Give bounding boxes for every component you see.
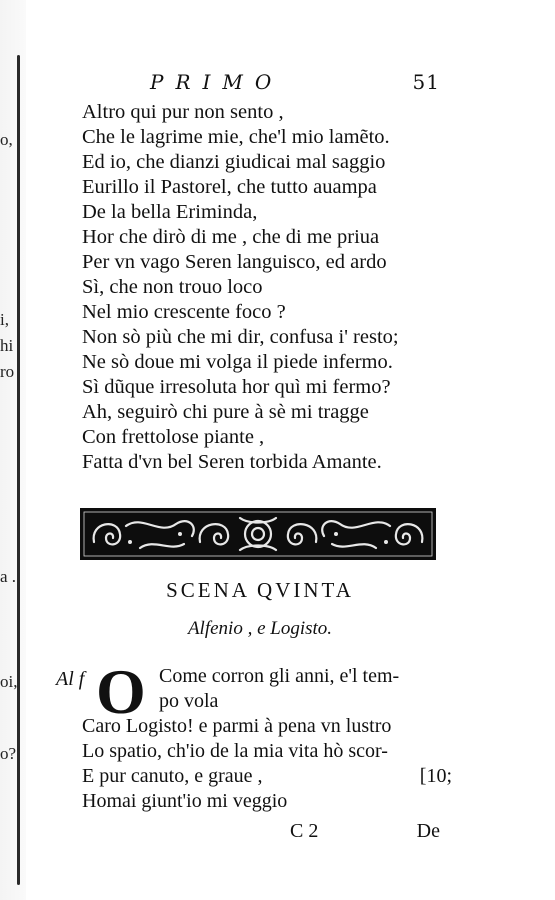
- dialogue-line: [82, 764, 452, 789]
- dialogue-line: Come corron gli anni, e'l tem-: [159, 665, 400, 687]
- verse-line: Per vn vago Seren languisco, ed ardo: [82, 251, 387, 273]
- signature-mark: C 2: [290, 820, 319, 842]
- catchline: [290, 820, 440, 846]
- drop-capital: O: [96, 656, 146, 727]
- line-number: [10;: [419, 765, 452, 787]
- running-head-title: PRIMO: [150, 70, 284, 94]
- dialogue-line: Lo spatio, ch'io de la mia vita hò scor-: [82, 740, 388, 762]
- catchword: De: [416, 820, 440, 842]
- scene-heading: SCENA QVINTA: [166, 578, 354, 602]
- bleed-fragment: o,: [0, 130, 13, 149]
- verse-line: Altro qui pur non sento ,: [82, 101, 284, 123]
- bleed-fragment: hi: [0, 336, 14, 355]
- dialogue-line: po vola: [159, 690, 219, 712]
- verse-line: Ah, seguirò chi pure à sè mi tragge: [82, 401, 369, 423]
- bleed-fragment: o?: [0, 744, 17, 763]
- page-number: 51: [412, 70, 440, 94]
- verse-line: Sì dũque irresoluta hor quì mi fermo?: [82, 376, 391, 398]
- verse-line: Con frettolose piante ,: [82, 426, 265, 448]
- verse-line: Hor che dirò di me , che di me priua: [82, 226, 380, 248]
- verse-line: Che le lagrime mie, che'l mio lamẽto.: [82, 126, 390, 148]
- verse-line: Sì, che non trouo loco: [82, 276, 263, 298]
- dialogue-line: Caro Logisto! e parmi à pena vn lustro: [82, 715, 392, 737]
- verse-line: Nel mio crescente foco ?: [82, 301, 286, 323]
- bleed-fragment: oi,: [0, 672, 18, 691]
- bleed-fragment: i,: [0, 310, 9, 329]
- ornamental-headpiece: [80, 508, 436, 560]
- verse-block: [82, 100, 522, 475]
- book-spine-shadow: [17, 55, 20, 885]
- verse-line: Eurillo il Pastorel, che tutto auampa: [82, 176, 377, 198]
- dialogue-block: [82, 664, 522, 814]
- running-head: [150, 70, 440, 100]
- dialogue-text: E pur canuto, e graue ,: [82, 765, 263, 787]
- verse-line: Non sò più che mi dir, confusa i' resto;: [82, 326, 399, 348]
- verse-line: Ed io, che dianzi giudicai mal saggio: [82, 151, 386, 173]
- verse-line: De la bella Eriminda,: [82, 201, 258, 223]
- bleed-fragment: ro: [0, 362, 15, 381]
- verse-line: Fatta d'vn bel Seren torbida Amante.: [82, 451, 382, 473]
- dialogue-line: Homai giunt'io mi veggio: [82, 790, 288, 812]
- scene-characters: Alfenio , e Logisto.: [187, 618, 333, 639]
- bleed-fragment: a .: [0, 567, 17, 586]
- verse-line: Ne sò doue mi volga il piede infermo.: [82, 351, 393, 373]
- speaker-abbreviation: Al f: [56, 668, 85, 690]
